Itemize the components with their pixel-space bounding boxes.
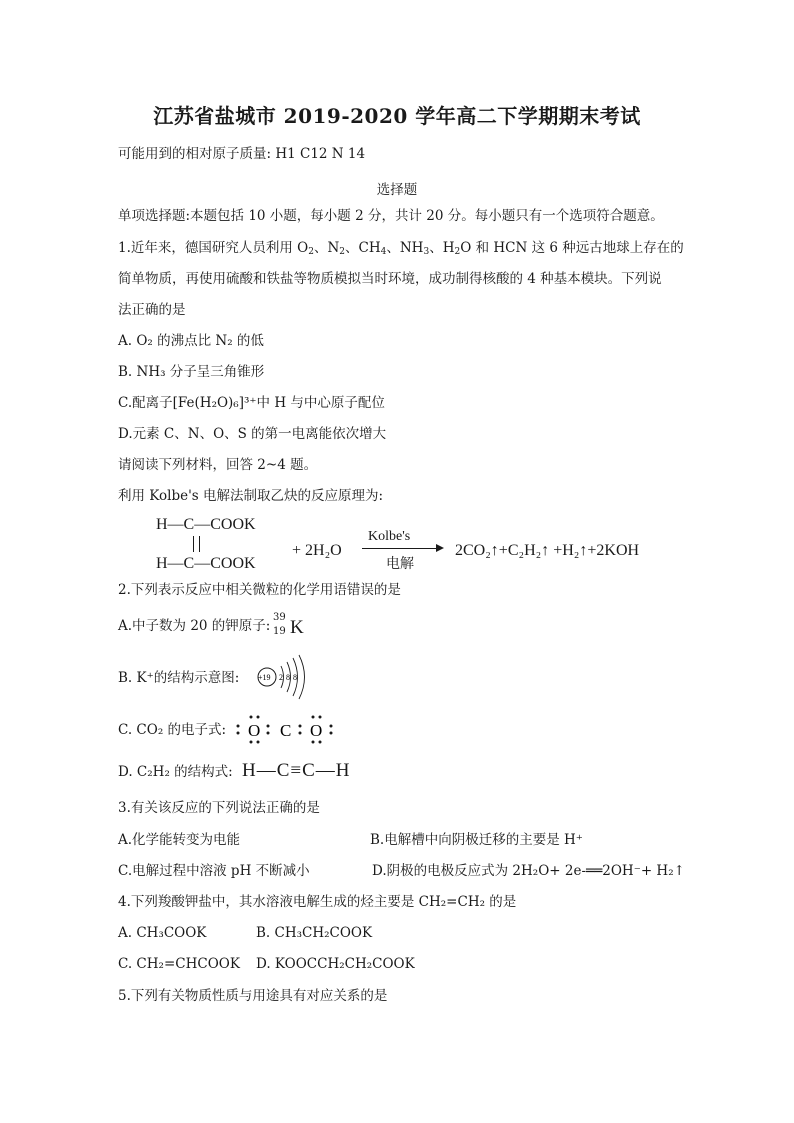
- q4-option-b: B. CH₃CH₂COOK: [256, 925, 373, 941]
- svg-text:2: 2: [279, 673, 283, 682]
- q1-option-a: A. O₂ 的沸点比 N₂ 的低: [118, 333, 264, 349]
- potassium-ion-structure-diagram: [255, 652, 315, 702]
- potassium-isotope-notation: [273, 612, 313, 644]
- reaction-arrow: [362, 548, 440, 549]
- arrow-head-icon: [436, 544, 444, 552]
- double-bond-mark: [193, 536, 200, 552]
- products-term: 2CO₂↑+C₂H₂↑ +H₂↑+2KOH: [455, 542, 640, 559]
- kolbe-intro-text: 利用 Kolbe's 电解法制取乙炔的反应原理为:: [118, 488, 384, 504]
- reactant-line-1: H—C—COOK: [156, 516, 256, 533]
- q3-option-b: B.电解槽中向阴极迁移的主要是 H⁺: [370, 832, 583, 848]
- q1-option-c: C.配离子[Fe(H₂O)₆]³⁺中 H 与中心原子配位: [118, 395, 385, 411]
- relative-atomic-mass-line: 可能用到的相对原子质量: H1 C12 N 14: [118, 146, 366, 162]
- q1-stem-line2: 简单物质，再使用硫酸和铁盐等物质模拟当时环境，成功制得核酸的 4 种基本模块。下列说: [118, 271, 662, 287]
- q2-option-a: A.中子数为 20 的钾原子:: [118, 618, 271, 634]
- q3-option-a: A.化学能转变为电能: [118, 832, 241, 848]
- reactant-line-2: H—C—COOK: [156, 555, 256, 572]
- q1-option-d: D.元素 C、N、O、S 的第一电离能依次增大: [118, 426, 387, 442]
- q2-option-b: B. K⁺的结构示意图:: [118, 670, 240, 686]
- page-title: 江苏省盐城市 2019-2020 学年高二下学期期末考试: [153, 104, 641, 128]
- water-term: + 2H₂O: [292, 542, 342, 559]
- q3-stem: 3.有关该反应的下列说法正确的是: [118, 800, 320, 816]
- instruction-text: 单项选择题:本题包括 10 小题，每小题 2 分，共计 20 分。每小题只有一个选项符合题意。: [118, 208, 664, 224]
- q1-stem-line3: 法正确的是: [118, 302, 186, 318]
- svg-text:C: C: [280, 721, 292, 740]
- q3-option-d: D.阴极的电极反应式为 2H₂O+ 2e-══2OH⁻+ H₂↑: [372, 863, 685, 879]
- co2-electron-formula: [228, 712, 338, 746]
- reaction-condition-bottom: 电解: [386, 556, 414, 572]
- q2-option-d: D. C₂H₂ 的结构式:: [118, 764, 233, 780]
- q4-option-a: A. CH₃COOK: [118, 925, 207, 941]
- mass-number: 39: [273, 612, 286, 623]
- q1-stem-line1: 1.近年来，德国研究人员利用 $O_2$、$N_2$、$CH_4$、$NH_3$、$H_2O$ 和 HCN 这 6 种远古地球上存在的: [118, 240, 684, 257]
- q4-option-c: C. CH₂=CHCOOK: [118, 956, 240, 972]
- svg-text:8: 8: [286, 673, 290, 682]
- reaction-condition-top: Kolbe's: [368, 529, 411, 544]
- q4-stem: 4.下列羧酸钾盐中，其水溶液电解生成的烃主要是 CH₂=CH₂ 的是: [118, 894, 517, 910]
- svg-text:8: 8: [293, 673, 297, 682]
- kolbe-reaction-equation: [150, 512, 690, 576]
- q5-stem: 5.下列有关物质性质与用途具有对应关系的是: [118, 988, 388, 1004]
- q3-option-c: C.电解过程中溶液 pH 不断减小: [118, 863, 310, 879]
- q4-option-d: D. KOOCCH₂CH₂COOK: [256, 956, 415, 972]
- svg-text:+19: +19: [258, 673, 271, 682]
- element-symbol: K: [290, 617, 304, 638]
- acetylene-structural-formula: H—C≡C—H: [242, 760, 351, 781]
- svg-text:O: O: [310, 721, 323, 740]
- svg-text:O: O: [248, 721, 261, 740]
- section-heading: 选择题: [376, 182, 418, 198]
- q1-option-b: B. NH₃ 分子呈三角锥形: [118, 364, 265, 380]
- q2-option-c: C. CO₂ 的电子式:: [118, 722, 227, 738]
- q2-stem: 2.下列表示反应中相关微粒的化学用语错误的是: [118, 582, 401, 598]
- read-material-text: 请阅读下列材料，回答 2~4 题。: [118, 457, 318, 473]
- atomic-number: 19: [273, 626, 286, 637]
